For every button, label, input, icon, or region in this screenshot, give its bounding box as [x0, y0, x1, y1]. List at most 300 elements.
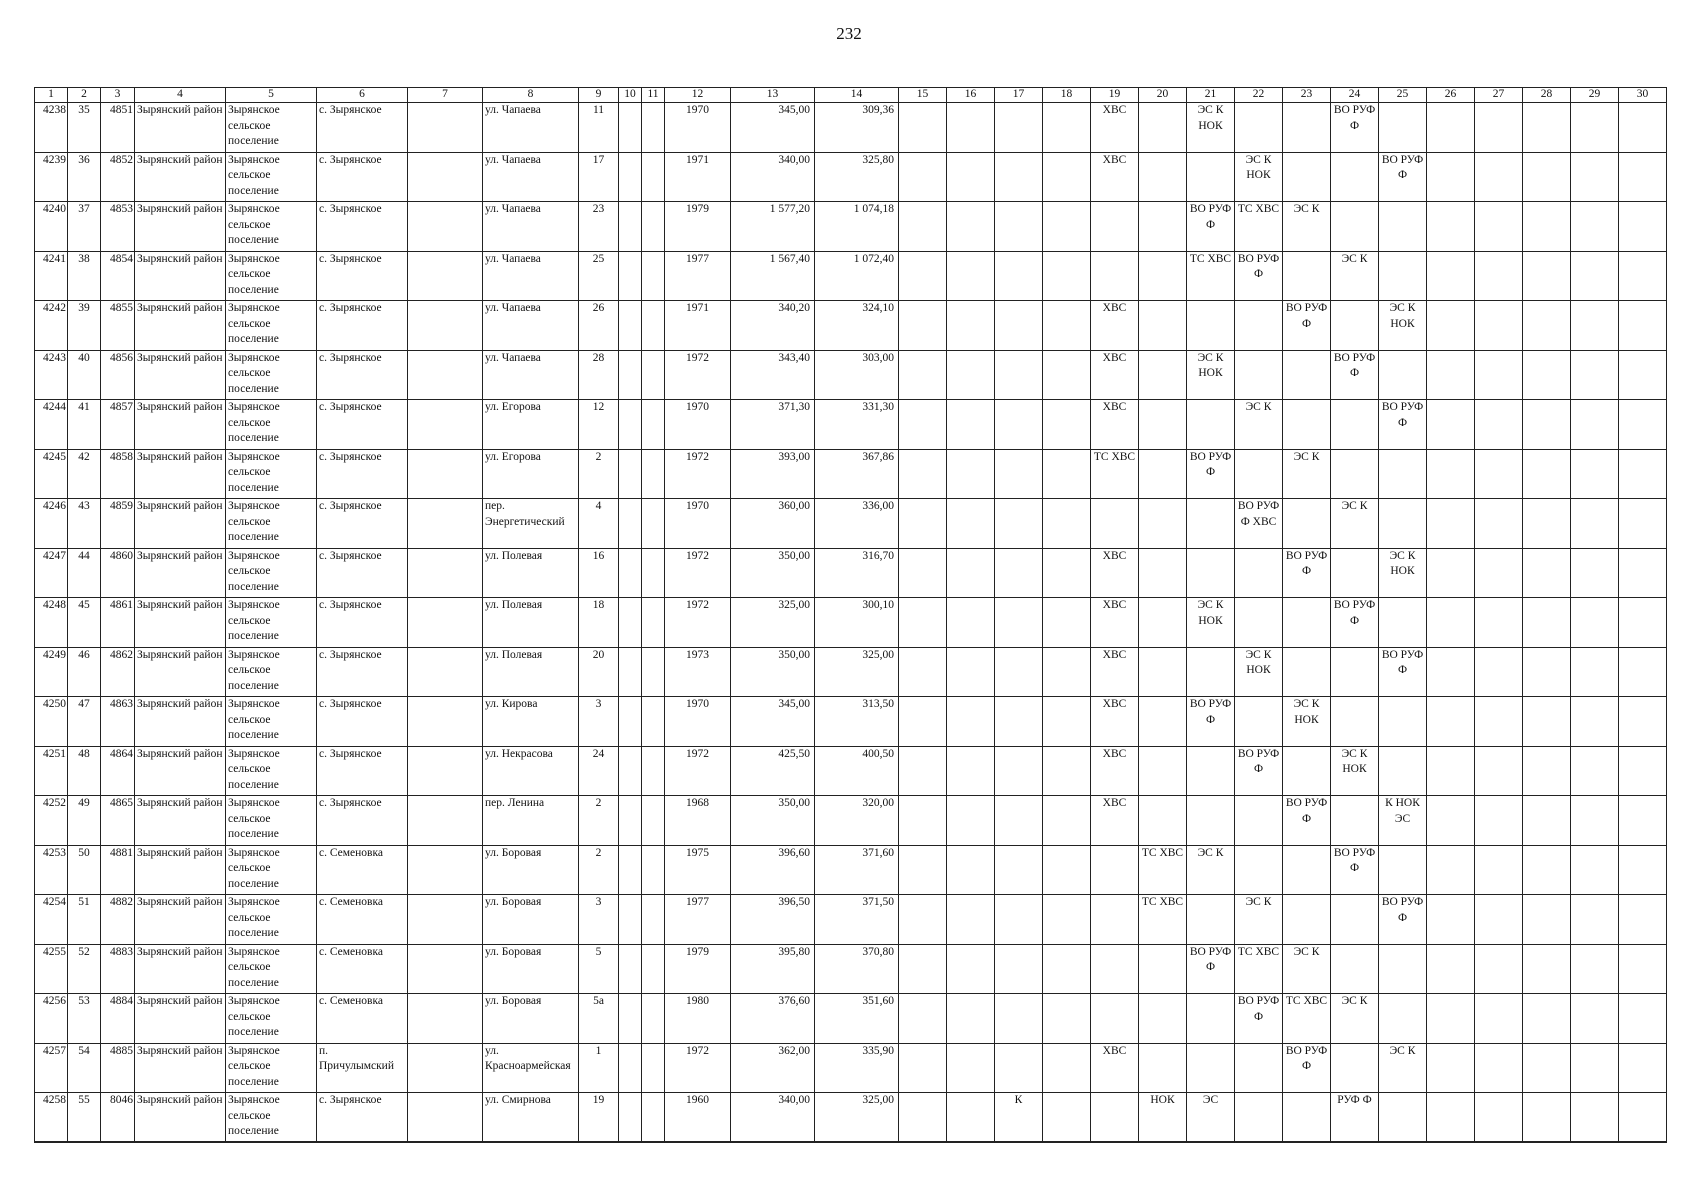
cell-col-2: 53 [68, 994, 101, 1044]
cell-col-11 [642, 400, 665, 450]
cell-col-27 [1475, 301, 1523, 351]
cell-col-7 [408, 350, 483, 400]
cell-col-26 [1427, 598, 1475, 648]
cell-col-6: с. Зырянское [317, 647, 408, 697]
cell-col-16 [947, 895, 995, 945]
cell-col-23: ЭС К [1283, 944, 1331, 994]
cell-col-21 [1187, 895, 1235, 945]
cell-col-11 [642, 598, 665, 648]
cell-col-17 [995, 647, 1043, 697]
cell-col-29 [1571, 598, 1619, 648]
cell-col-26 [1427, 1093, 1475, 1143]
column-header-13: 13 [731, 88, 815, 103]
column-header-19: 19 [1091, 88, 1139, 103]
cell-col-5: Зырянское сельское поселение [226, 746, 317, 796]
cell-col-22 [1235, 449, 1283, 499]
cell-col-11 [642, 202, 665, 252]
cell-col-20 [1139, 796, 1187, 846]
cell-col-5: Зырянское сельское поселение [226, 301, 317, 351]
cell-col-30 [1619, 449, 1667, 499]
cell-col-1: 4254 [35, 895, 68, 945]
cell-col-17 [995, 796, 1043, 846]
cell-col-15 [899, 499, 947, 549]
cell-col-13: 350,00 [731, 548, 815, 598]
cell-col-16 [947, 449, 995, 499]
cell-col-6: с. Зырянское [317, 697, 408, 747]
cell-col-16 [947, 598, 995, 648]
cell-col-7 [408, 499, 483, 549]
cell-col-23 [1283, 350, 1331, 400]
cell-col-13: 396,50 [731, 895, 815, 945]
cell-col-10 [619, 548, 642, 598]
cell-col-20 [1139, 251, 1187, 301]
cell-col-30 [1619, 845, 1667, 895]
cell-col-25 [1379, 598, 1427, 648]
cell-col-13: 362,00 [731, 1043, 815, 1093]
cell-col-4: Зырянский район [135, 251, 226, 301]
cell-col-9: 2 [579, 845, 619, 895]
cell-col-21: ВО РУФ Ф [1187, 944, 1235, 994]
cell-col-29 [1571, 499, 1619, 549]
cell-col-20 [1139, 152, 1187, 202]
cell-col-4: Зырянский район [135, 598, 226, 648]
cell-col-15 [899, 449, 947, 499]
cell-col-16 [947, 647, 995, 697]
cell-col-20: НОК [1139, 1093, 1187, 1143]
cell-col-25: ЭС К [1379, 1043, 1427, 1093]
cell-col-17 [995, 202, 1043, 252]
cell-col-10 [619, 1093, 642, 1143]
cell-col-5: Зырянское сельское поселение [226, 944, 317, 994]
cell-col-14: 336,00 [815, 499, 899, 549]
cell-col-2: 52 [68, 944, 101, 994]
table-row [35, 598, 1667, 648]
cell-col-8: ул. Полевая [483, 548, 579, 598]
cell-col-21 [1187, 400, 1235, 450]
table-row [35, 647, 1667, 697]
cell-col-26 [1427, 301, 1475, 351]
cell-col-24: ЭС К [1331, 994, 1379, 1044]
cell-col-11 [642, 895, 665, 945]
cell-col-11 [642, 944, 665, 994]
cell-col-11 [642, 350, 665, 400]
cell-col-25: ЭС К НОК [1379, 548, 1427, 598]
cell-col-27 [1475, 944, 1523, 994]
cell-col-5: Зырянское сельское поселение [226, 1043, 317, 1093]
cell-col-24: ВО РУФ Ф [1331, 103, 1379, 153]
cell-col-19 [1091, 499, 1139, 549]
cell-col-6: с. Зырянское [317, 202, 408, 252]
cell-col-16 [947, 103, 995, 153]
column-header-29: 29 [1571, 88, 1619, 103]
cell-col-30 [1619, 103, 1667, 153]
table-row [35, 944, 1667, 994]
cell-col-13: 1 567,40 [731, 251, 815, 301]
column-header-22: 22 [1235, 88, 1283, 103]
cell-col-12: 1980 [665, 994, 731, 1044]
cell-col-24 [1331, 796, 1379, 846]
cell-col-20 [1139, 499, 1187, 549]
cell-col-10 [619, 598, 642, 648]
cell-col-11 [642, 449, 665, 499]
cell-col-28 [1523, 895, 1571, 945]
cell-col-29 [1571, 845, 1619, 895]
cell-col-18 [1043, 202, 1091, 252]
cell-col-17 [995, 350, 1043, 400]
column-header-20: 20 [1139, 88, 1187, 103]
cell-col-18 [1043, 944, 1091, 994]
cell-col-29 [1571, 400, 1619, 450]
cell-col-14: 316,70 [815, 548, 899, 598]
cell-col-25 [1379, 251, 1427, 301]
cell-col-20 [1139, 1043, 1187, 1093]
cell-col-13: 395,80 [731, 944, 815, 994]
cell-col-3: 4861 [101, 598, 135, 648]
cell-col-19: ХВС [1091, 400, 1139, 450]
table-row [35, 994, 1667, 1044]
cell-col-15 [899, 944, 947, 994]
cell-col-13: 1 577,20 [731, 202, 815, 252]
cell-col-24 [1331, 647, 1379, 697]
cell-col-5: Зырянское сельское поселение [226, 647, 317, 697]
cell-col-9: 19 [579, 1093, 619, 1143]
cell-col-18 [1043, 400, 1091, 450]
cell-col-11 [642, 251, 665, 301]
cell-col-23 [1283, 746, 1331, 796]
cell-col-21 [1187, 301, 1235, 351]
cell-col-25 [1379, 944, 1427, 994]
cell-col-16 [947, 202, 995, 252]
cell-col-20 [1139, 548, 1187, 598]
cell-col-1: 4247 [35, 548, 68, 598]
column-header-11: 11 [642, 88, 665, 103]
cell-col-10 [619, 103, 642, 153]
cell-col-12: 1970 [665, 499, 731, 549]
cell-col-2: 39 [68, 301, 101, 351]
cell-col-15 [899, 1093, 947, 1143]
cell-col-22: ЭС К [1235, 400, 1283, 450]
cell-col-4: Зырянский район [135, 152, 226, 202]
cell-col-3: 8046 [101, 1093, 135, 1143]
cell-col-2: 54 [68, 1043, 101, 1093]
cell-col-29 [1571, 548, 1619, 598]
cell-col-5: Зырянское сельское поселение [226, 994, 317, 1044]
cell-col-28 [1523, 746, 1571, 796]
cell-col-29 [1571, 202, 1619, 252]
cell-col-16 [947, 746, 995, 796]
cell-col-17 [995, 845, 1043, 895]
column-header-30: 30 [1619, 88, 1667, 103]
cell-col-12: 1971 [665, 301, 731, 351]
cell-col-8: ул. Егорова [483, 449, 579, 499]
cell-col-29 [1571, 103, 1619, 153]
cell-col-21: ВО РУФ Ф [1187, 449, 1235, 499]
cell-col-19: ХВС [1091, 548, 1139, 598]
cell-col-2: 38 [68, 251, 101, 301]
cell-col-17 [995, 548, 1043, 598]
cell-col-25: ЭС К НОК [1379, 301, 1427, 351]
table-row [35, 152, 1667, 202]
cell-col-16 [947, 350, 995, 400]
cell-col-28 [1523, 697, 1571, 747]
cell-col-16 [947, 400, 995, 450]
cell-col-22: ВО РУФ Ф [1235, 994, 1283, 1044]
cell-col-15 [899, 796, 947, 846]
cell-col-2: 50 [68, 845, 101, 895]
cell-col-28 [1523, 251, 1571, 301]
cell-col-19: ХВС [1091, 598, 1139, 648]
cell-col-9: 2 [579, 796, 619, 846]
cell-col-21 [1187, 152, 1235, 202]
cell-col-10 [619, 202, 642, 252]
cell-col-22: ТС ХВС [1235, 202, 1283, 252]
cell-col-10 [619, 449, 642, 499]
cell-col-17 [995, 746, 1043, 796]
column-header-27: 27 [1475, 88, 1523, 103]
cell-col-28 [1523, 350, 1571, 400]
cell-col-11 [642, 1093, 665, 1143]
column-header-25: 25 [1379, 88, 1427, 103]
cell-col-9: 5а [579, 994, 619, 1044]
cell-col-10 [619, 251, 642, 301]
column-header-7: 7 [408, 88, 483, 103]
cell-col-6: с. Зырянское [317, 152, 408, 202]
cell-col-16 [947, 845, 995, 895]
cell-col-19: ХВС [1091, 647, 1139, 697]
cell-col-11 [642, 499, 665, 549]
column-header-17: 17 [995, 88, 1043, 103]
cell-col-11 [642, 548, 665, 598]
cell-col-23 [1283, 251, 1331, 301]
cell-col-23 [1283, 400, 1331, 450]
cell-col-19 [1091, 1093, 1139, 1143]
cell-col-23 [1283, 152, 1331, 202]
cell-col-2: 44 [68, 548, 101, 598]
cell-col-26 [1427, 647, 1475, 697]
table-body [35, 103, 1667, 1143]
cell-col-22: ЭС К НОК [1235, 152, 1283, 202]
cell-col-19: ХВС [1091, 301, 1139, 351]
cell-col-5: Зырянское сельское поселение [226, 449, 317, 499]
cell-col-8: ул. Некрасова [483, 746, 579, 796]
cell-col-4: Зырянский район [135, 895, 226, 945]
cell-col-3: 4884 [101, 994, 135, 1044]
cell-col-7 [408, 548, 483, 598]
cell-col-12: 1971 [665, 152, 731, 202]
cell-col-23 [1283, 1093, 1331, 1143]
cell-col-17 [995, 152, 1043, 202]
cell-col-25: ВО РУФ Ф [1379, 152, 1427, 202]
table-row [35, 449, 1667, 499]
cell-col-8: ул. Боровая [483, 994, 579, 1044]
cell-col-9: 1 [579, 1043, 619, 1093]
cell-col-22 [1235, 548, 1283, 598]
cell-col-2: 51 [68, 895, 101, 945]
cell-col-21 [1187, 796, 1235, 846]
cell-col-16 [947, 301, 995, 351]
cell-col-9: 11 [579, 103, 619, 153]
cell-col-18 [1043, 994, 1091, 1044]
cell-col-5: Зырянское сельское поселение [226, 202, 317, 252]
cell-col-27 [1475, 152, 1523, 202]
cell-col-5: Зырянское сельское поселение [226, 845, 317, 895]
cell-col-5: Зырянское сельское поселение [226, 152, 317, 202]
cell-col-16 [947, 1043, 995, 1093]
cell-col-4: Зырянский район [135, 301, 226, 351]
cell-col-17 [995, 895, 1043, 945]
cell-col-13: 350,00 [731, 796, 815, 846]
cell-col-17: К [995, 1093, 1043, 1143]
cell-col-21 [1187, 548, 1235, 598]
cell-col-21: ЭС К [1187, 845, 1235, 895]
table-row [35, 103, 1667, 153]
cell-col-29 [1571, 647, 1619, 697]
cell-col-7 [408, 647, 483, 697]
cell-col-4: Зырянский район [135, 994, 226, 1044]
cell-col-6: с. Зырянское [317, 251, 408, 301]
cell-col-22 [1235, 350, 1283, 400]
cell-col-23 [1283, 895, 1331, 945]
cell-col-21 [1187, 647, 1235, 697]
cell-col-2: 35 [68, 103, 101, 153]
cell-col-8: ул. Полевая [483, 598, 579, 648]
cell-col-25 [1379, 103, 1427, 153]
cell-col-12: 1972 [665, 350, 731, 400]
column-header-28: 28 [1523, 88, 1571, 103]
cell-col-5: Зырянское сельское поселение [226, 796, 317, 846]
cell-col-11 [642, 103, 665, 153]
cell-col-1: 4257 [35, 1043, 68, 1093]
cell-col-3: 4885 [101, 1043, 135, 1093]
cell-col-14: 313,50 [815, 697, 899, 747]
cell-col-10 [619, 944, 642, 994]
cell-col-3: 4860 [101, 548, 135, 598]
cell-col-6: с. Зырянское [317, 796, 408, 846]
cell-col-22: ВО РУФ Ф ХВС [1235, 499, 1283, 549]
cell-col-30 [1619, 202, 1667, 252]
cell-col-19: ХВС [1091, 746, 1139, 796]
cell-col-28 [1523, 1093, 1571, 1143]
cell-col-25: ВО РУФ Ф [1379, 400, 1427, 450]
cell-col-10 [619, 350, 642, 400]
cell-col-26 [1427, 400, 1475, 450]
cell-col-7 [408, 845, 483, 895]
cell-col-6: с. Семеновка [317, 944, 408, 994]
cell-col-26 [1427, 152, 1475, 202]
cell-col-10 [619, 499, 642, 549]
cell-col-29 [1571, 449, 1619, 499]
table-row [35, 895, 1667, 945]
cell-col-5: Зырянское сельское поселение [226, 499, 317, 549]
cell-col-25 [1379, 994, 1427, 1044]
cell-col-7 [408, 598, 483, 648]
table-row [35, 301, 1667, 351]
cell-col-13: 345,00 [731, 697, 815, 747]
cell-col-25 [1379, 697, 1427, 747]
cell-col-25: ВО РУФ Ф [1379, 647, 1427, 697]
cell-col-2: 46 [68, 647, 101, 697]
cell-col-28 [1523, 103, 1571, 153]
cell-col-12: 1970 [665, 697, 731, 747]
cell-col-20 [1139, 400, 1187, 450]
cell-col-30 [1619, 895, 1667, 945]
cell-col-22 [1235, 103, 1283, 153]
cell-col-23 [1283, 845, 1331, 895]
cell-col-2: 41 [68, 400, 101, 450]
cell-col-4: Зырянский район [135, 548, 226, 598]
cell-col-28 [1523, 944, 1571, 994]
table-row [35, 202, 1667, 252]
cell-col-15 [899, 301, 947, 351]
cell-col-30 [1619, 152, 1667, 202]
cell-col-13: 371,30 [731, 400, 815, 450]
column-header-21: 21 [1187, 88, 1235, 103]
cell-col-14: 335,90 [815, 1043, 899, 1093]
cell-col-3: 4858 [101, 449, 135, 499]
cell-col-7 [408, 1043, 483, 1093]
table-row [35, 845, 1667, 895]
cell-col-30 [1619, 400, 1667, 450]
cell-col-19: ХВС [1091, 103, 1139, 153]
column-header-14: 14 [815, 88, 899, 103]
cell-col-12: 1979 [665, 202, 731, 252]
cell-col-29 [1571, 301, 1619, 351]
cell-col-15 [899, 746, 947, 796]
cell-col-27 [1475, 746, 1523, 796]
cell-col-8: ул. Чапаева [483, 152, 579, 202]
cell-col-1: 4238 [35, 103, 68, 153]
cell-col-8: ул. Чапаева [483, 202, 579, 252]
cell-col-18 [1043, 598, 1091, 648]
cell-col-18 [1043, 647, 1091, 697]
cell-col-20 [1139, 647, 1187, 697]
column-header-1: 1 [35, 88, 68, 103]
cell-col-26 [1427, 796, 1475, 846]
cell-col-26 [1427, 499, 1475, 549]
cell-col-25 [1379, 845, 1427, 895]
cell-col-23 [1283, 103, 1331, 153]
cell-col-10 [619, 697, 642, 747]
cell-col-18 [1043, 103, 1091, 153]
cell-col-3: 4859 [101, 499, 135, 549]
cell-col-10 [619, 1043, 642, 1093]
cell-col-12: 1979 [665, 944, 731, 994]
cell-col-20 [1139, 598, 1187, 648]
cell-col-8: ул. Чапаева [483, 301, 579, 351]
cell-col-1: 4248 [35, 598, 68, 648]
cell-col-18 [1043, 1043, 1091, 1093]
cell-col-3: 4855 [101, 301, 135, 351]
cell-col-21: ВО РУФ Ф [1187, 697, 1235, 747]
cell-col-5: Зырянское сельское поселение [226, 697, 317, 747]
cell-col-11 [642, 697, 665, 747]
cell-col-30 [1619, 301, 1667, 351]
cell-col-19: ХВС [1091, 350, 1139, 400]
cell-col-14: 371,60 [815, 845, 899, 895]
cell-col-19 [1091, 202, 1139, 252]
cell-col-9: 3 [579, 895, 619, 945]
cell-col-29 [1571, 1043, 1619, 1093]
cell-col-19: ХВС [1091, 152, 1139, 202]
cell-col-8: ул. Смирнова [483, 1093, 579, 1143]
column-header-6: 6 [317, 88, 408, 103]
cell-col-29 [1571, 350, 1619, 400]
cell-col-25: ВО РУФ Ф [1379, 895, 1427, 945]
cell-col-8: ул. Кирова [483, 697, 579, 747]
cell-col-7 [408, 944, 483, 994]
cell-col-22: ВО РУФ Ф [1235, 746, 1283, 796]
cell-col-2: 37 [68, 202, 101, 252]
